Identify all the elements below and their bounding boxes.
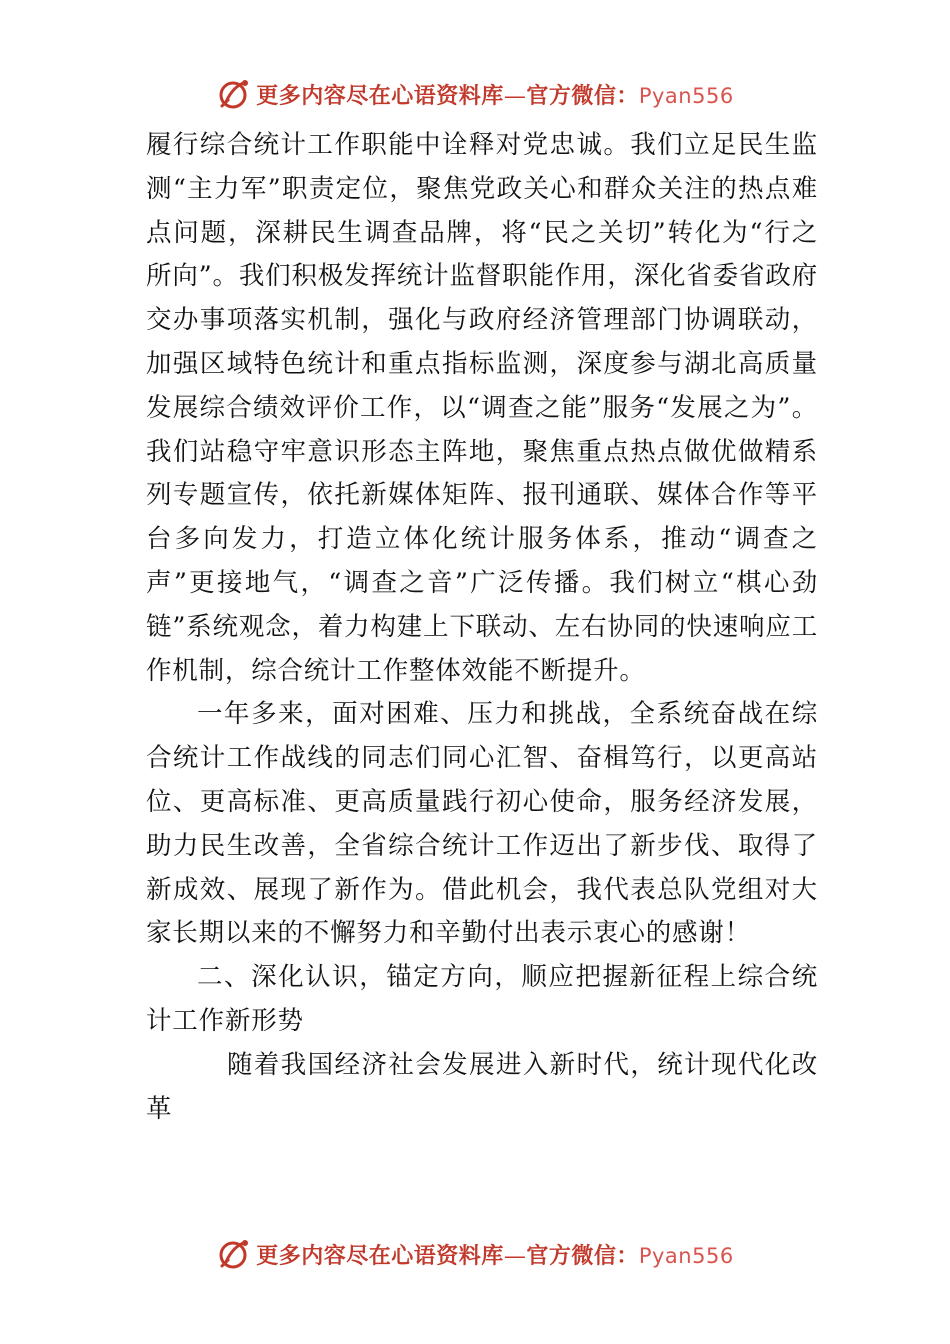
- watermark-main-text: 更多内容尽在心语资料库: [256, 82, 504, 109]
- document-body: [146, 124, 818, 1131]
- paragraph-1: 履行综合统计工作职能中诠释对党忠诚。我们立足民生监测“主力军”职责定位，聚焦党政关心和群众关注的热点难点问题，深耕民生调查品牌，将“民之关切”转化为“行之所向”。我们积极发挥统计监督职能作用，深化省委省政府交办事项落实机制，强化与政府经济管理部门协调联动，加强区域特色统计和重点指标监测，深度参与湖北高质量发展综合绩效评价工作，以“调查之能”服务“发展之为”。我们站稳守牢意识形态主阵地，聚焦重点热点做优做精系列专题宣传，依托新媒体矩阵、报刊通联、媒体合作等平台多向发力，打造立体化统计服务体系，推动“调查之声”更接地气，“调查之音”广泛传播。我们树立“棋心劲链”系统观念，着力构建上下联动、左右协同的快速响应工作机制，综合统计工作整体效能不断提升。: [146, 130, 818, 686]
- logo-icon: [216, 1236, 252, 1272]
- watermark-main-text: 更多内容尽在心语资料库: [256, 1242, 504, 1269]
- section-heading: 二、深化认识，锚定方向，顺应把握新征程上综合统计工作新形势: [146, 962, 818, 1036]
- paragraph-2: 一年多来，面对困难、压力和挑战，全系统奋战在综合统计工作战线的同志们同心汇智、奋楫笃行，以更高站位、更高标准、更高质量践行初心使命，服务经济发展，助力民生改善，全省综合统计工作迈出了新步伐、取得了新成效、展现了新作为。借此机会，我代表总队党组对大家长期以来的不懈努力和辛勤付出表示衷心的感谢！: [146, 699, 818, 949]
- watermark-text: [256, 79, 733, 110]
- watermark-wechat-label: 官方微信：: [526, 1242, 639, 1269]
- header-watermark: [0, 74, 950, 114]
- watermark-separator: —: [503, 83, 527, 109]
- footer-watermark: [0, 1234, 950, 1274]
- logo-icon: [216, 76, 252, 112]
- paragraph-3: 随着我国经济社会发展进入新时代，统计现代化改革: [146, 1049, 818, 1124]
- watermark-text: [256, 1239, 733, 1270]
- watermark-wechat-label: 官方微信：: [526, 82, 639, 109]
- watermark-wechat-id: Pyan556: [638, 83, 734, 108]
- watermark-wechat-id: Pyan556: [638, 1243, 734, 1268]
- watermark-separator: —: [503, 1243, 527, 1269]
